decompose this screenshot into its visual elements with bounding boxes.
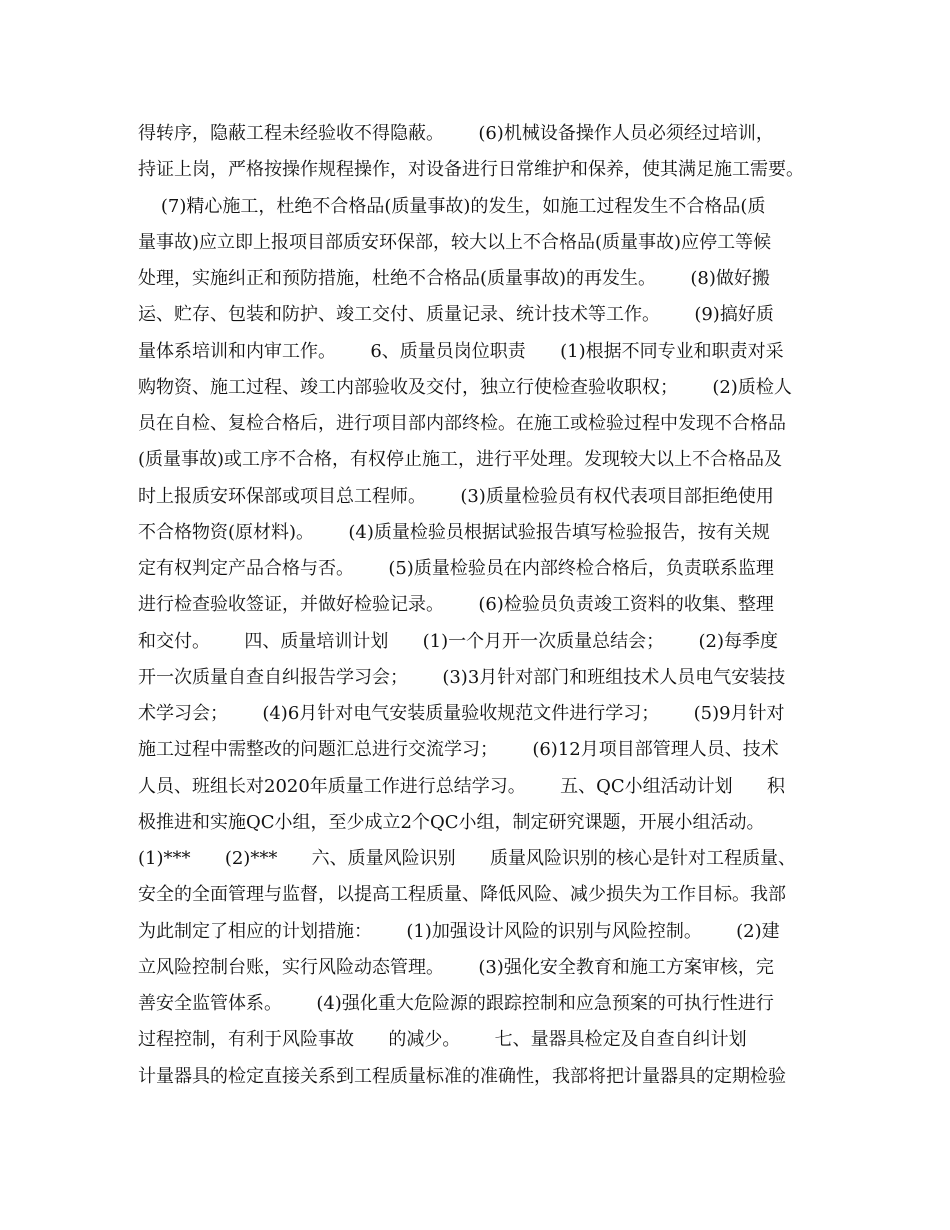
text-line: 为此制定了相应的计划措施： (1)加强设计风险的识别与风险控制。 (2)建 [138,920,780,942]
text-line: 不合格物资(原材料)。 (4)质量检验员根据试验报告填写检验报告，按有关规 [138,521,770,543]
text-line: 术学习会； (4)6月针对电气安装质量验收规范文件进行学习； (5)9月针对 [138,703,785,724]
text-line: 运、贮存、包装和防护、竣工交付、质量记录、统计技术等工作。 (9)搞好质 [138,304,774,326]
text-line: 定有权判定产品合格与否。 (5)质量检验员在内部终检合格后，负责联系监理 [138,558,774,579]
text-line: 处理，实施纠正和预防措施，杜绝不合格品(质量事故)的再发生。 (8)做好搬 [138,268,770,289]
text-line: 过程控制，有利于风险事故 的减少。 七、量器具检定及自查自纠计划 [138,1029,747,1051]
text-line: 极推进和实施QC小组，至少成立2个QC小组，制定研究课题，开展小组活动。 [138,811,765,833]
text-line: 持证上岗，严格按操作规程操作，对设备进行日常维护和保养，使其满足施工需要。 [138,159,804,181]
text-line: 计量器具的检定直接关系到工程质量标准的准确性，我部将把计量器具的定期检验 [138,1065,786,1087]
text-line: 开一次质量自查自纠报告学习会； (3)3月针对部门和班组技术人员电气安装技 [138,666,786,688]
text-line: 量事故)应立即上报项目部质安环保部，较大以上不合格品(质量事故)应停工等候 [138,231,772,253]
text-line: 员在自检、复检合格后，进行项目部内部终检。在施工或检验过程中发现不合格品 [138,413,786,434]
text-line: 购物资、施工过程、竣工内部验收及交付，独立行使检查验收职权； (2)质检人 [138,376,792,398]
text-line: 安全的全面管理与监督，以提高工程质量、降低风险、减少损失为工作目标。我部 [138,884,786,906]
text-line: (质量事故)或工序不合格，有权停止施工，进行平处理。发现较大以上不合格品及 [138,449,783,471]
text-line: 人员、班组长对2020年质量工作进行总结学习。 五、QC小组活动计划 积 [138,775,785,797]
body-text [138,116,828,1095]
text-line: 施工过程中需整改的问题汇总进行交流学习； (6)12月项目部管理人员、技术 [138,739,779,761]
text-line: 进行检查验收签证，并做好检验记录。 (6)检验员负责竣工资料的收集、整理 [138,594,774,616]
text-line: 得转序，隐蔽工程未经验收不得隐蔽。 (6)机械设备操作人员必须经过培训， [138,123,774,144]
text-line: 时上报质安环保部或项目总工程师。 (3)质量检验员有权代表项目部拒绝使用 [138,485,774,507]
text-line: 立风险控制台账，实行风险动态管理。 (3)强化安全教育和施工方案审核，完 [138,956,774,978]
text-line: 善安全监管体系。 (4)强化重大危险源的跟踪控制和应急预案的可执行性进行 [138,993,774,1014]
text-line: (7)精心施工，杜绝不合格品(质量事故)的发生，如施工过程发生不合格品(质 [138,195,766,217]
text-line: 量体系培训和内审工作。 6、质量员岗位职责 (1)根据不同专业和职责对采 [138,340,784,362]
text-line: (1)*** (2)*** 六、质量风险识别 质量风险识别的核心是针对工程质量、 [138,848,796,869]
text-line: 和交付。 四、质量培训计划 (1)一个月开一次质量总结会； (2)每季度 [138,630,778,652]
